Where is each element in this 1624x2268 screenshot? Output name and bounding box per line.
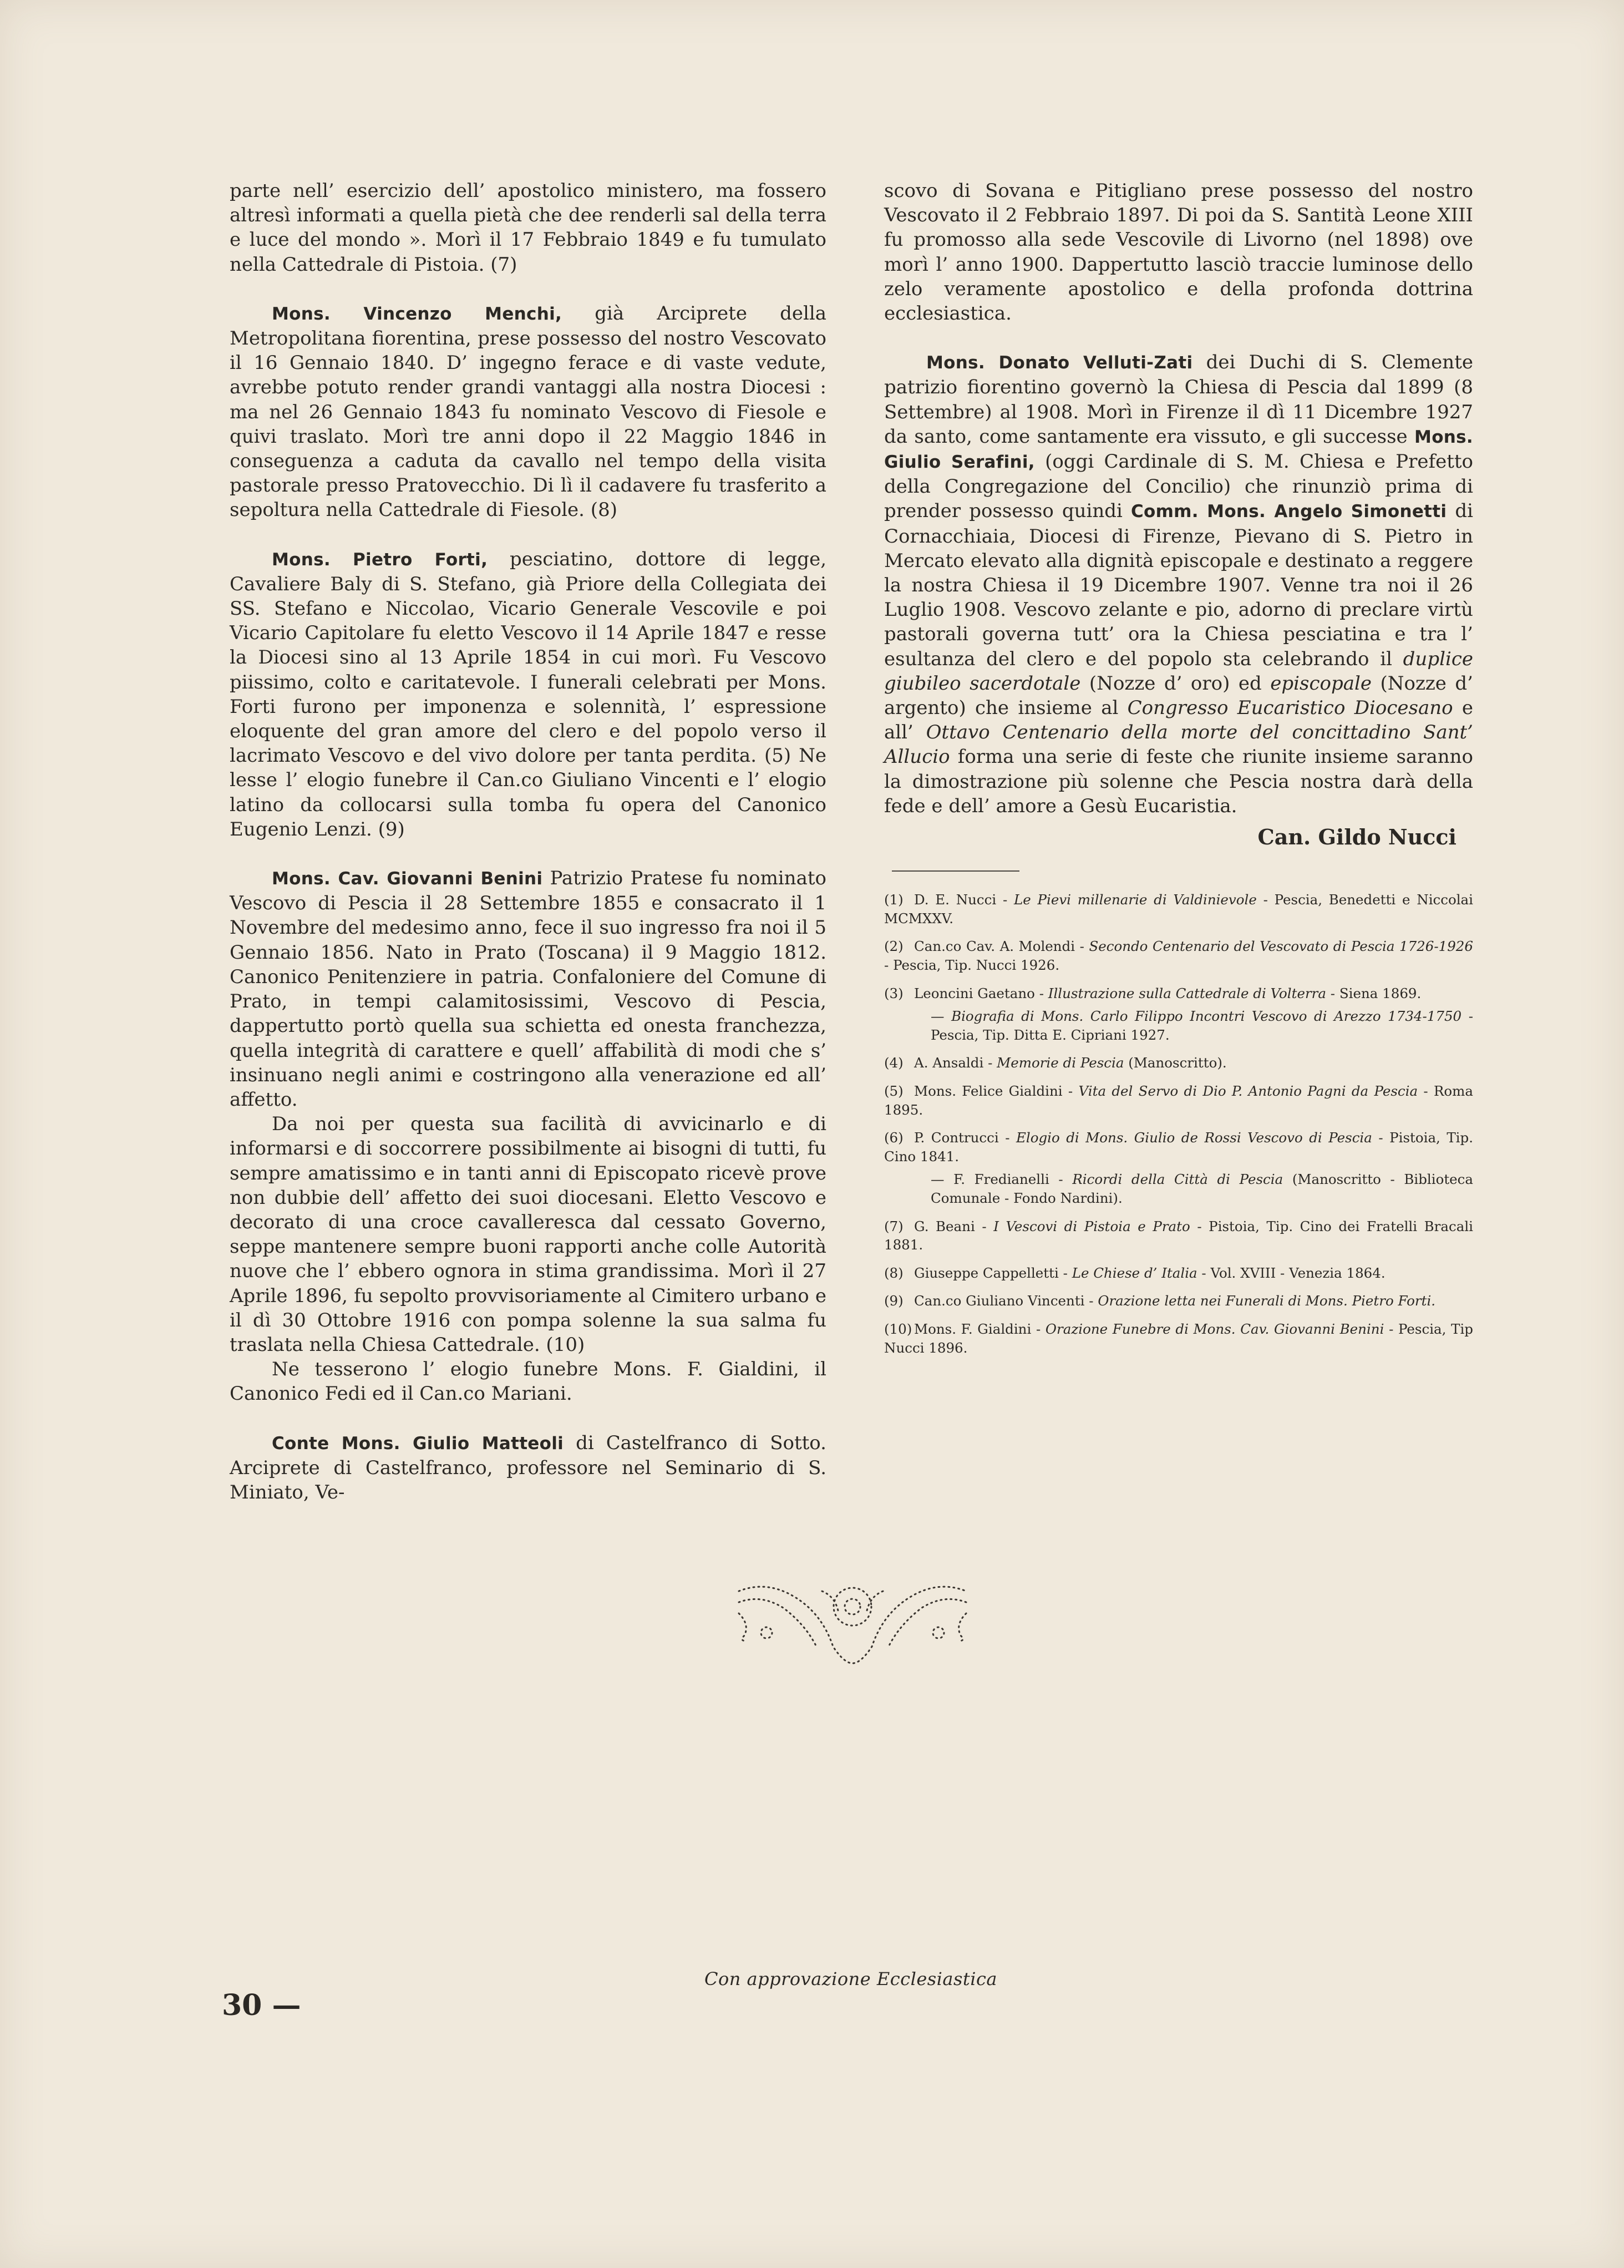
right-column: [884, 179, 1473, 1366]
footnote-title: Orazione letta nei Funerali di Mons. Pietro Forti.: [1098, 1293, 1436, 1309]
ecclesiastical-approval: Con approvazione Ecclesiastica: [704, 1968, 997, 1989]
menchi-paragraph: [230, 301, 826, 523]
footnote-6: [884, 1128, 1473, 1207]
footnote-number: (2): [884, 938, 904, 955]
footnote-author: Leoncini Gaetano -: [914, 985, 1048, 1001]
left-paragraph-intro: parte nell’ esercizio dell’ apostolico ministero, ma fossero altresì informati a quella pietà che dee renderli sal della terra e luce del mondo ». Morì il 17 Febbraio 1849 e fu tumulato nella Cattedrale di Pistoia. (7): [230, 180, 826, 276]
footnote-author: Giuseppe Cappelletti -: [914, 1264, 1072, 1281]
benini-paragraph-3: Ne tesserono l’ elogio funebre Mons. F. Gialdini, il Canonico Fedi ed il Can.co Mariani.: [230, 1358, 826, 1405]
footnote-sub-title: Ricordi della Città di Pescia: [1072, 1171, 1283, 1188]
footnote-6-sub: [884, 1170, 1473, 1207]
footnote-9: [884, 1292, 1473, 1310]
footnote-sub-title: Biografia di Mons. Carlo Filippo Incontri Vescovo di Arezzo 1734-1750: [951, 1008, 1462, 1025]
velluti-text: dei Duchi di S. Clemente patrizio fiorentino governò la Chiesa di Pescia dal 1899 (8 Settembre) al 1908. Morì in Firenze il dì 11 Dicembre 1927 da santo, come santamente era vissuto, e gli successe: [884, 351, 1473, 448]
footnote-title: Le Chiese d’ Italia: [1072, 1264, 1197, 1281]
footnote-publisher: - Siena 1869.: [1326, 985, 1422, 1001]
page-number-value: 30: [222, 1988, 262, 2022]
simonetti-name: Comm. Mons. Angelo Simonetti: [1130, 502, 1447, 522]
benini-text: Patrizio Pratese fu nominato Vescovo di Pescia il 28 Settembre 1855 e consacrato il 1 Novembre del medesimo anno, fece il suo ingresso fra noi il 5 Gennaio 1856. Nato in Prato (Toscana) il 9 Maggio 1812. Canonico Penitenziere in patria. Confaloniere del Comune di Prato, in tempi calamitosissimi, Vescovo di Pescia, dappertutto portò quella sua schietta ed onesta franchezza, quella integrità di carattere e quell’ affabilità di modi che s’ insinuano negli animi e costringono alla venerazione ed all’ affetto.: [230, 867, 826, 1111]
menchi-text: già Arciprete della Metropolitana fiorentina, prese possesso del nostro Vescovato il 16 Gennaio 1840. D’ ingegno ferace e di vaste vedute, avrebbe potuto render grandi vantaggi alla nostra Diocesi : ma nel 26 Gennaio 1843 fu nominato Vescovo di Fiesole e quivi traslato. Morì tre anni dopo il 22 Maggio 1846 in conseguenza a caduta da cavallo nel tempo della visita pastorale presso Pratovecchio. Di lì il cadavere fu trasferito a sepoltura nella Cattedrale di Fiesole. (8): [230, 302, 827, 522]
matteoli-text: di Castelfranco di Sotto. Arciprete di Castelfranco, professore nel Seminario di S. Miniato, Ve-: [230, 1431, 826, 1503]
footnote-3-sub: [884, 1007, 1473, 1044]
menchi-name: Mons. Vincenzo Menchi,: [272, 303, 562, 324]
e-all-text: e all’: [884, 697, 1473, 744]
footnote-author: Can.co Giuliano Vincenti -: [914, 1293, 1098, 1309]
serafini-name: Mons. Giulio Serafini,: [884, 427, 1473, 473]
congresso-italic: Congresso Eucaristico Diocesano: [1127, 697, 1453, 720]
forti-text: pesciatino, dottore di legge, Cavaliere Baly di S. Stefano, già Priore della Collegiata dei SS. Stefano e Niccolao, Vicario Generale Vescovile e poi Vicario Capitolare fu eletto Vescovo il 14 Aprile 1847 e resse la Diocesi sino al 13 Aprile 1854 in cui morì. Fu Vescovo piissimo, colto e caritatevole. I funerali celebrati per Mons. Forti furono per imponenza e solennità, l’ espressione eloquente del gran amore del clero e del popolo verso il lacrimato Vescovo e del vivo dolore per tanta perdita. (5) Ne lesse l’ elogio funebre il Can.co Giuliano Vincenti e l’ elogio latino da collocarsi sulla tomba fu opera del Canonico Eugenio Lenzi. (9): [230, 548, 826, 841]
footnote-title: Vita del Servo di Dio P. Antonio Pagni da Pescia: [1078, 1083, 1418, 1100]
footnote-sub-publisher: - Pescia, Tip. Ditta E. Cipriani 1927.: [931, 1008, 1473, 1043]
page-number-dash: —: [272, 1988, 301, 2022]
benini-paragraph: [230, 866, 826, 1112]
footnote-number: (7): [884, 1218, 904, 1234]
footnote-author: A. Ansaldi -: [914, 1055, 997, 1071]
footnote-publisher: - Pescia, Tip. Nucci 1926.: [884, 957, 1060, 974]
footnote-author: Mons. Felice Gialdini -: [914, 1083, 1079, 1100]
footnote-2: [884, 937, 1473, 974]
decorative-ornament-icon: [733, 1580, 972, 1669]
footnote-4: [884, 1054, 1473, 1072]
simonetti-text: di Cornacchiaia, Diocesi di Firenze, Pievano di S. Pietro in Mercato elevato alla dignità episcopale e destinato a reggere la nostra Chiesa il 19 Dicembre 1907. Venne tra noi il 26 Luglio 1908. Vescovo zelante e pio, adorno di preclare virtù pastorali governa tutt’ ora la Chiesa pesciatina e tra l’ esultanza del clero e del popolo sta celebrando il: [884, 500, 1474, 670]
signature: Can. Gildo Nucci: [1257, 824, 1456, 850]
velluti-name: Mons. Donato Velluti-Zati: [926, 353, 1193, 373]
footnote-title: Secondo Centenario del Vescovato di Pescia 1726-1926: [1089, 938, 1473, 955]
footnote-3: [884, 984, 1473, 1045]
footnote-number: (4): [884, 1055, 904, 1071]
footnote-author: Mons. F. Gialdini -: [914, 1320, 1046, 1337]
footnote-number: (3): [884, 985, 904, 1001]
footnote-author: G. Beani -: [914, 1218, 994, 1234]
footnote-publisher: - Pistoia, Tip. Cino 1841.: [884, 1130, 1473, 1165]
footnote-number: (5): [884, 1083, 904, 1100]
benini-paragraph-2: Da noi per questa sua facilità di avvicinarlo e di informarsi e di soccorrere possibilmente ai bisogni di tutti, fu sempre amatissimo e in tanti anni di Episcopato ricevè prove non dubbie dell’ affetto dei suoi diocesani. Eletto Vescovo e decorato di una croce cavalleresca dal cessato Governo, seppe mantenere sempre buoni rapporti anche colle Autorità nuove che l’ ebbero ognora in stima grandissima. Morì il 27 Aprile 1896, fu sepolto provvisoriamente al Cimitero urbano e il dì 30 Ottobre 1916 con pompa solenne la sua salma fu traslata nella Chiesa Cattedrale. (10): [230, 1113, 826, 1356]
forti-name: Mons. Pietro Forti,: [272, 549, 488, 570]
nozze-argento-text: (Nozze d’ argento) che insieme al: [884, 672, 1473, 720]
footnote-number: (1): [884, 892, 904, 908]
footnote-title: Orazione Funebre di Mons. Cav. Giovanni Benini: [1045, 1320, 1384, 1337]
left-column: [230, 179, 826, 1505]
footnote-5: [884, 1082, 1473, 1119]
footnote-author: D. E. Nucci -: [914, 892, 1014, 908]
benini-name: Mons. Cav. Giovanni Benini: [272, 869, 543, 889]
footnote-author: P. Contrucci -: [914, 1130, 1016, 1146]
footnote-sub-prefix: — F. Fredianelli -: [931, 1171, 1073, 1188]
footnote-sub-prefix: —: [931, 1008, 952, 1025]
footnote-10: [884, 1320, 1473, 1357]
footnote-title: Memorie di Pescia: [997, 1055, 1124, 1071]
footnote-8: [884, 1264, 1473, 1283]
footnote-publisher: - Roma 1895.: [884, 1083, 1473, 1118]
ending-text: forma una serie di feste che riunite insieme saranno la dimostrazione più solenne che Pescia nostra darà della fede e dell’ amore a Gesù Eucaristia.: [884, 746, 1473, 817]
nozze-oro-text: (Nozze d’ oro) ed: [1080, 672, 1271, 695]
footnote-number: (9): [884, 1293, 904, 1309]
footnote-publisher: - Vol. XVIII - Venezia 1864.: [1197, 1264, 1386, 1281]
page-number: [222, 1988, 301, 2022]
footnote-title: Illustrazione sulla Cattedrale di Volterra: [1048, 985, 1327, 1001]
footnote-number: (8): [884, 1264, 904, 1281]
footnote-title: I Vescovi di Pistoia e Prato: [993, 1218, 1190, 1234]
matteoli-paragraph: [230, 1431, 826, 1505]
episcopale-italic: episcopale: [1270, 672, 1372, 695]
footnote-title: Elogio di Mons. Giulio de Rossi Vescovo di Pescia: [1016, 1130, 1372, 1146]
footnotes: [884, 890, 1473, 1357]
ottavo-italic: Ottavo Centenario della morte del concittadino Sant’ Allucio: [884, 721, 1473, 768]
right-paragraph-intro: scovo di Sovana e Pitigliano prese possesso del nostro Vescovato il 2 Febbraio 1897. Di poi da S. Santità Leone XIII fu promosso alla sede Vescovile di Livorno (nel 1898) ove morì l’ anno 1900. Dappertutto lasciò traccie luminose dello zelo veramente apostolico e della profonda dottrina ecclesiastica.: [884, 180, 1473, 325]
velluti-paragraph: [884, 350, 1473, 818]
footnote-sub-publisher: (Manoscritto - Biblioteca Comunale - Fondo Nardini).: [931, 1171, 1474, 1206]
footnote-divider: [892, 870, 1019, 872]
footnote-title: Le Pievi millenarie di Valdinievole: [1013, 892, 1257, 908]
serafini-text: (oggi Cardinale di S. M. Chiesa e Prefetto della Congregazione del Concilio) che rinunziò prima di prender possesso quindi: [884, 450, 1473, 523]
footnote-number: (6): [884, 1130, 904, 1146]
footnote-author: Can.co Cav. A. Molendi -: [914, 938, 1089, 955]
footnote-publisher: - Pescia, Benedetti e Niccolai MCMXXV.: [884, 892, 1473, 927]
duplice-italic: duplice giubileo sacerdotale: [884, 647, 1473, 695]
footnote-1: [884, 890, 1473, 928]
footnote-7: [884, 1217, 1473, 1254]
footnote-publisher: - Pescia, Tip Nucci 1896.: [884, 1320, 1473, 1356]
footnote-publisher: - Pistoia, Tip. Cino dei Fratelli Bracali 1881.: [884, 1218, 1473, 1253]
footnote-number: (10): [884, 1320, 912, 1337]
forti-paragraph: [230, 547, 826, 842]
matteoli-name: Conte Mons. Giulio Matteoli: [272, 1433, 564, 1454]
footnote-publisher: (Manoscritto).: [1124, 1055, 1227, 1071]
